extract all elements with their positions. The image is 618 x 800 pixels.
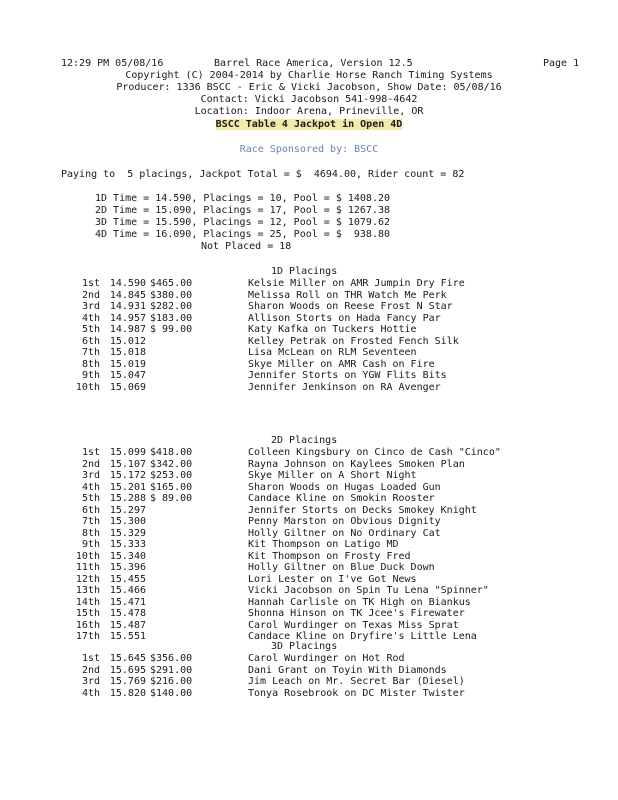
payout: $183.00: [150, 312, 193, 324]
rider-horse: Hannah Carlisle on TK High on Biankus: [248, 596, 471, 608]
run-time: 15.107: [109, 458, 146, 470]
rider-horse: Skye Miller on AMR Cash on Fire: [248, 358, 435, 370]
placing-row: [58, 597, 471, 609]
payout: $ 99.00: [150, 324, 193, 335]
run-time: 15.012: [109, 335, 146, 347]
section-title: 2D Placings: [271, 435, 338, 446]
division-3d: 3D Time = 15.590, Placings = 12, Pool = $ 1079.62: [95, 217, 391, 228]
placing-row: [58, 516, 441, 528]
placing-rank: 2nd: [81, 289, 100, 301]
rider-horse: Allison Storts on Hada Fancy Par: [248, 312, 441, 324]
run-time: 15.551: [109, 631, 146, 642]
rider-horse: Penny Marston on Obvious Dignity: [248, 516, 441, 527]
placing-rank: 13th: [75, 585, 100, 596]
placing-row: [58, 528, 441, 540]
placing-row: [58, 631, 477, 643]
rider-horse: Lisa McLean on RLM Seventeen: [248, 347, 417, 358]
placing-rank: 14th: [75, 596, 100, 608]
run-time: 14.931: [109, 301, 146, 312]
producer: Producer: 1336 BSCC - Eric & Vicki Jacobson, Show Date: 05/08/16: [116, 82, 502, 93]
placing-row: [58, 551, 411, 563]
placing-rank: 3rd: [81, 676, 100, 687]
payout: $ 89.00: [150, 493, 193, 504]
jackpot-summary: Paying to 5 placings, Jackpot Total = $ 4694.00, Rider count = 82: [61, 169, 465, 180]
run-time: 15.018: [109, 347, 146, 358]
program-version: Barrel Race America, Version 12.5: [214, 58, 413, 69]
rider-horse: Kelley Petrak on Frosted Fench Silk: [248, 335, 459, 347]
run-time: 15.288: [109, 493, 146, 504]
placing-row: [58, 313, 441, 325]
placing-row: [58, 382, 441, 394]
placing-rank: 4th: [81, 687, 100, 699]
rider-horse: Kit Thompson on Frosty Fred: [248, 550, 411, 562]
run-time: 14.987: [109, 324, 146, 335]
rider-horse: Kelsie Miller on AMR Jumpin Dry Fire: [248, 278, 465, 289]
location: Location: Indoor Arena, Prineville, OR: [194, 106, 424, 117]
placing-rank: 16th: [75, 619, 100, 631]
placing-rank: 10th: [75, 381, 100, 393]
rider-horse: Jennifer Storts on Decks Smokey Knight: [248, 504, 477, 516]
placing-row: [58, 676, 465, 688]
rider-horse: Kit Thompson on Latigo MD: [248, 539, 399, 550]
payout: $216.00: [150, 676, 193, 687]
run-time: 15.695: [109, 664, 146, 676]
placing-rank: 9th: [81, 539, 100, 550]
run-time: 15.201: [109, 481, 146, 493]
section-title: 1D Placings: [271, 266, 338, 277]
rider-horse: Candace Kline on Dryfire's Little Lena: [248, 631, 477, 642]
placing-rank: 17th: [75, 631, 100, 642]
placing-row: [58, 574, 417, 586]
payout: $465.00: [150, 278, 193, 289]
payout: $342.00: [150, 458, 193, 470]
rider-horse: Vicki Jacobson on Spin Tu Lena "Spinner": [248, 585, 489, 596]
rider-horse: Skye Miller on A Short Night: [248, 470, 417, 481]
run-time: 14.845: [109, 289, 146, 301]
placing-rank: 10th: [75, 550, 100, 562]
timestamp: 12:29 PM 05/08/16: [61, 58, 164, 69]
placing-row: [58, 608, 465, 620]
run-time: 15.820: [109, 687, 146, 699]
rider-horse: Melissa Roll on THR Watch Me Perk: [248, 289, 447, 301]
run-time: 15.069: [109, 381, 146, 393]
placing-row: [58, 688, 465, 700]
placing-row: [58, 482, 441, 494]
run-time: 15.329: [109, 527, 146, 539]
placing-rank: 7th: [81, 516, 100, 527]
sponsor-line: Race Sponsored by: BSCC: [239, 144, 379, 155]
placing-row: [58, 493, 435, 505]
rider-horse: Jim Leach on Mr. Secret Bar (Diesel): [248, 676, 465, 687]
placing-rank: 15th: [75, 608, 100, 619]
division-4d: 4D Time = 16.090, Placings = 25, Pool = $ 938.80: [95, 229, 391, 240]
payout: $418.00: [150, 447, 193, 458]
placing-rank: 1st: [81, 447, 100, 458]
run-time: 15.047: [109, 370, 146, 381]
payout: $291.00: [150, 664, 193, 676]
placing-row: [58, 278, 465, 290]
placing-rank: 7th: [81, 347, 100, 358]
run-time: 15.478: [109, 608, 146, 619]
placing-row: [58, 347, 417, 359]
placing-row: [58, 336, 459, 348]
placing-rank: 1st: [81, 653, 100, 664]
rider-horse: Holly Giltner on Blue Duck Down: [248, 562, 435, 573]
placing-rank: 9th: [81, 370, 100, 381]
placing-row: [58, 324, 417, 336]
page-number: Page 1: [543, 58, 580, 69]
placing-row: [58, 562, 435, 574]
event-title-wrap: [0, 119, 618, 131]
run-time: 15.396: [109, 562, 146, 573]
payout: $165.00: [150, 481, 193, 493]
placing-row: [58, 665, 447, 677]
run-time: 15.471: [109, 596, 146, 608]
placing-row: [58, 470, 417, 482]
placing-row: [58, 539, 399, 551]
placing-rank: 12th: [75, 573, 100, 585]
placing-rank: 2nd: [81, 664, 100, 676]
section-title: 3D Placings: [271, 641, 338, 652]
payout: $380.00: [150, 289, 193, 301]
placing-rank: 3rd: [81, 301, 100, 312]
placing-rank: 3rd: [81, 470, 100, 481]
placing-rank: 2nd: [81, 458, 100, 470]
rider-horse: Shonna Hinson on TK Jcee's Firewater: [248, 608, 465, 619]
placing-row: [58, 585, 489, 597]
rider-horse: Tonya Rosebrook on DC Mister Twister: [248, 687, 465, 699]
placing-rank: 5th: [81, 324, 100, 335]
payout: $282.00: [150, 301, 193, 312]
placing-row: [58, 620, 459, 632]
rider-horse: Colleen Kingsbury on Cinco de Cash "Cinco": [248, 447, 501, 458]
run-time: 15.300: [109, 516, 146, 527]
run-time: 15.172: [109, 470, 146, 481]
rider-horse: Dani Grant on Toyin With Diamonds: [248, 664, 447, 676]
rider-horse: Lori Lester on I've Got News: [248, 573, 417, 585]
contact: Contact: Vicki Jacobson 541-998-4642: [200, 94, 418, 105]
run-time: 15.769: [109, 676, 146, 687]
rider-horse: Holly Giltner on No Ordinary Cat: [248, 527, 441, 539]
placing-row: [58, 301, 453, 313]
placing-rank: 6th: [81, 335, 100, 347]
rider-horse: Sharon Woods on Reese Frost N Star: [248, 301, 453, 312]
placing-rank: 4th: [81, 481, 100, 493]
payout: $140.00: [150, 687, 193, 699]
run-time: 15.645: [109, 653, 146, 664]
placing-row: [58, 447, 501, 459]
rider-horse: Rayna Johnson on Kaylees Smoken Plan: [248, 458, 465, 470]
rider-horse: Jennifer Jenkinson on RA Avenger: [248, 381, 441, 393]
rider-horse: Katy Kafka on Tuckers Hottie: [248, 324, 417, 335]
placing-row: [58, 505, 477, 517]
division-2d: 2D Time = 15.090, Placings = 17, Pool = $ 1267.38: [95, 205, 391, 216]
placing-row: [58, 459, 465, 471]
copyright: Copyright (C) 2004-2014 by Charlie Horse Ranch Timing Systems: [125, 70, 493, 81]
placing-rank: 5th: [81, 493, 100, 504]
rider-horse: Carol Wurdinger on Texas Miss Sprat: [248, 619, 459, 631]
event-title: BSCC Table 4 Jackpot in Open 4D: [215, 119, 403, 130]
placing-rank: 6th: [81, 504, 100, 516]
payout: $356.00: [150, 653, 193, 664]
run-time: 15.019: [109, 358, 146, 370]
placing-row: [58, 290, 447, 302]
placing-rank: 11th: [75, 562, 100, 573]
payout: $253.00: [150, 470, 193, 481]
rider-horse: Jennifer Storts on YGW Flits Bits: [248, 370, 447, 381]
placing-row: [58, 370, 447, 382]
run-time: 15.333: [109, 539, 146, 550]
run-time: 15.340: [109, 550, 146, 562]
placing-row: [58, 359, 435, 371]
placing-rank: 4th: [81, 312, 100, 324]
run-time: 15.487: [109, 619, 146, 631]
run-time: 15.455: [109, 573, 146, 585]
run-time: 14.957: [109, 312, 146, 324]
division-1d: 1D Time = 14.590, Placings = 10, Pool = $ 1408.20: [95, 193, 391, 204]
run-time: 15.466: [109, 585, 146, 596]
placing-rank: 8th: [81, 358, 100, 370]
rider-horse: Carol Wurdinger on Hot Rod: [248, 653, 405, 664]
run-time: 14.590: [109, 278, 146, 289]
rider-horse: Candace Kline on Smokin Rooster: [248, 493, 435, 504]
not-placed: Not Placed = 18: [201, 241, 292, 252]
run-time: 15.297: [109, 504, 146, 516]
run-time: 15.099: [109, 447, 146, 458]
placing-rank: 1st: [81, 278, 100, 289]
placing-row: [58, 653, 405, 665]
rider-horse: Sharon Woods on Hugas Loaded Gun: [248, 481, 441, 493]
placing-rank: 8th: [81, 527, 100, 539]
